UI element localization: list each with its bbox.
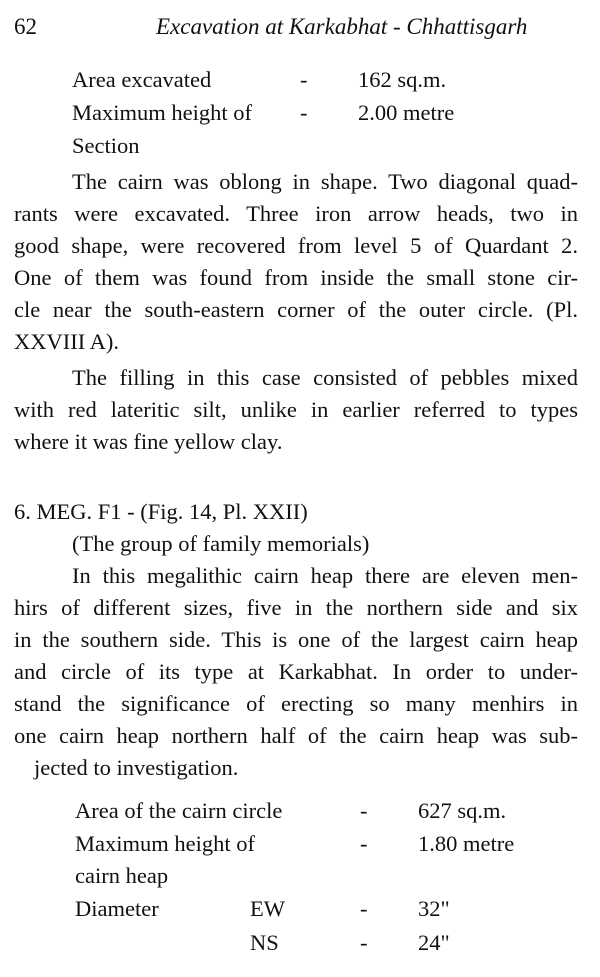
- paragraph-line: good shape, were recovered from level 5 of Quardant 2.: [14, 233, 578, 258]
- cairn-height-label: Maximum height of: [75, 831, 255, 856]
- diameter-label: Diameter: [75, 896, 159, 921]
- paragraph-line: One of them was found from inside the small stone cir-: [14, 265, 578, 290]
- area-excavated-label: Area excavated: [72, 67, 212, 92]
- section-heading: 6. MEG. F1 - (Fig. 14, Pl. XXII): [14, 499, 308, 524]
- diameter-ns-dash: -: [360, 930, 368, 955]
- diameter-ns-value: 24": [418, 930, 450, 955]
- diameter-ew-label: EW: [250, 896, 285, 921]
- max-height-value: 2.00 metre: [358, 100, 455, 125]
- paragraph-line: jected to investigation.: [34, 755, 239, 780]
- cairn-height-value: 1.80 metre: [418, 831, 515, 856]
- max-height-dash: -: [300, 100, 308, 125]
- area-excavated-dash: -: [300, 67, 308, 92]
- paragraph-line: stand the significance of erecting so many menhirs in: [14, 691, 578, 716]
- cairn-circle-area-dash: -: [360, 798, 368, 823]
- page-header: [14, 14, 590, 48]
- paragraph-line: In this megalithic cairn heap there are eleven men-: [72, 563, 578, 588]
- paragraph-line: one cairn heap northern half of the cairn heap was sub-: [14, 723, 578, 748]
- running-title: Excavation at Karkabhat - Chhattisgarh: [156, 14, 528, 39]
- paragraph-line: rants were excavated. Three iron arrow heads, two in: [14, 201, 578, 226]
- paragraph-line: with red lateritic silt, unlike in earlier referred to types: [14, 397, 578, 422]
- section-subheading: (The group of family memorials): [72, 531, 370, 556]
- paragraph-line: The cairn was oblong in shape. Two diagonal quad-: [72, 169, 578, 194]
- diameter-ew-value: 32": [418, 896, 450, 921]
- paragraph-line: where it was fine yellow clay.: [14, 429, 283, 454]
- paragraph-line: cle near the south-eastern corner of the outer circle. (Pl.: [14, 297, 578, 322]
- max-height-label-cont: Section: [72, 133, 140, 158]
- cairn-height-dash: -: [360, 831, 368, 856]
- paragraph-line: XXVIII A).: [14, 329, 119, 354]
- cairn-circle-area-label: Area of the cairn circle: [75, 798, 283, 823]
- cairn-height-label-cont: cairn heap: [75, 863, 169, 888]
- paragraph-line: in the southern side. This is one of the largest cairn heap: [14, 627, 578, 652]
- paragraph-line: and circle of its type at Karkabhat. In order to under-: [14, 659, 578, 684]
- area-excavated-value: 162 sq.m.: [358, 67, 447, 92]
- paragraph-line: The filling in this case consisted of pebbles mixed: [72, 365, 578, 390]
- page-number: 62: [14, 14, 37, 39]
- max-height-label: Maximum height of: [72, 100, 252, 125]
- diameter-ew-dash: -: [360, 896, 368, 921]
- diameter-ns-label: NS: [250, 930, 279, 955]
- cairn-circle-area-value: 627 sq.m.: [418, 798, 507, 823]
- paragraph-line: hirs of different sizes, five in the northern side and six: [14, 595, 578, 620]
